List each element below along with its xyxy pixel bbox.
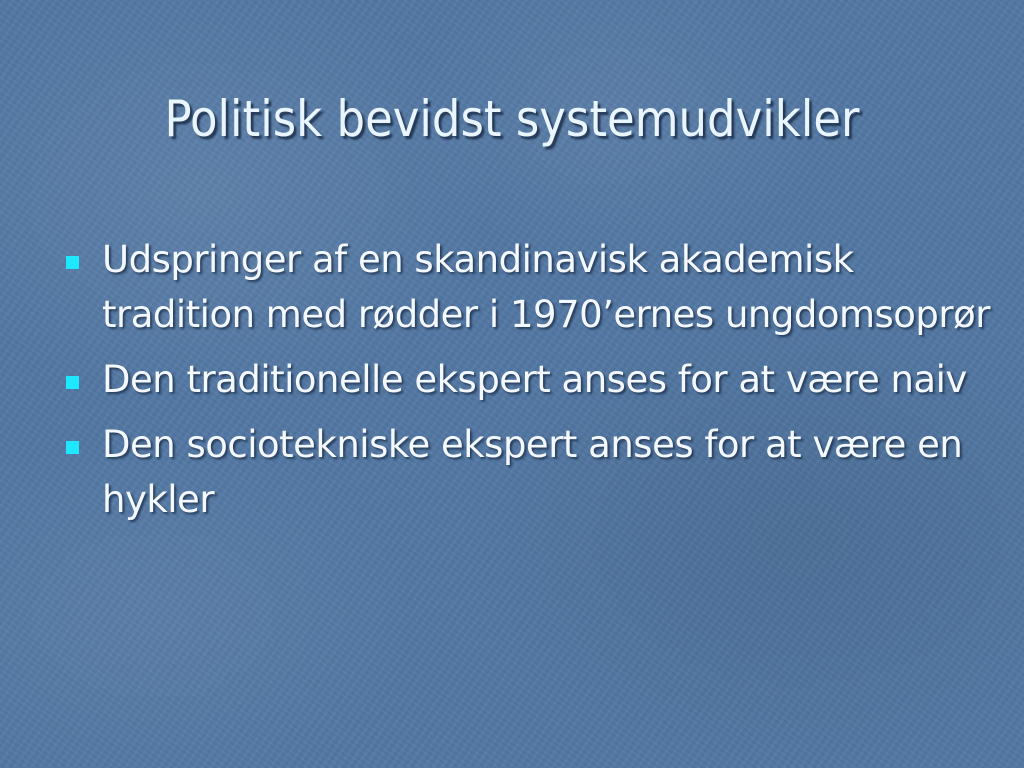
bullet-item-2 (62, 352, 992, 407)
square-bullet-icon (66, 376, 79, 389)
bullet-text: Udspringer af en skandinavisk akademisk tradition med rødder i 1970’ernes ungdomsoprør (102, 238, 990, 336)
bullet-list (62, 232, 992, 537)
slide-title: Politisk bevidst systemudvikler (164, 90, 860, 148)
bullet-item-1 (62, 232, 992, 342)
bullet-text: Den traditionelle ekspert anses for at være naiv (102, 358, 967, 401)
bullet-text: Den sociotekniske ekspert anses for at være en hykler (102, 423, 963, 521)
square-bullet-icon (66, 256, 79, 269)
bullet-item-3 (62, 417, 992, 527)
square-bullet-icon (66, 441, 79, 454)
